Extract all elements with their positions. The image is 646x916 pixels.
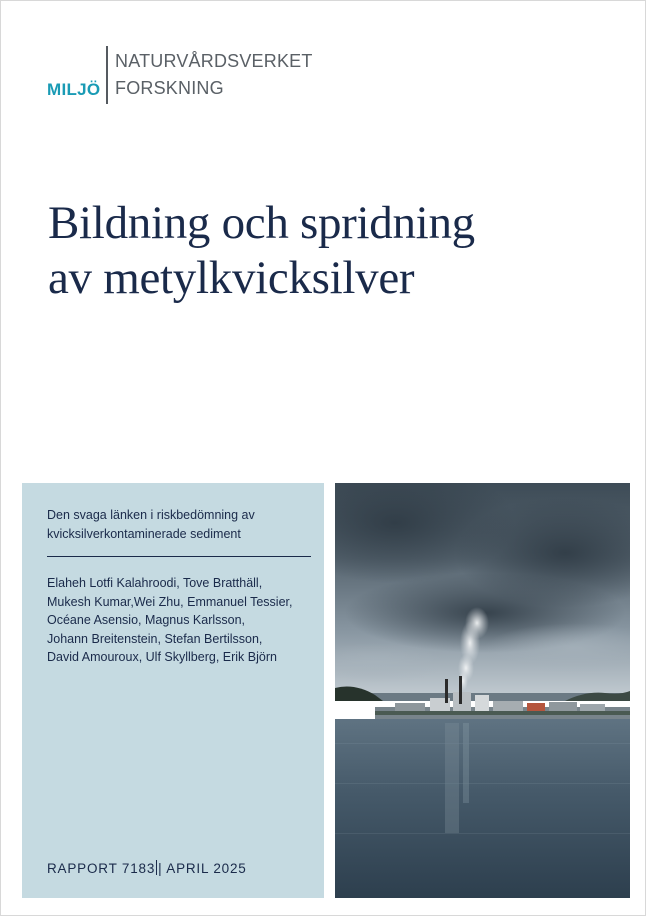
title-line-1: Bildning och spridning (48, 197, 475, 249)
logo-agency: NATURVÅRDSVERKET (115, 51, 313, 71)
info-panel (22, 483, 324, 898)
subtitle: Den svaga länken i riskbedömning av kvicksilverkontaminerade sediment (47, 508, 255, 541)
logo-series: FORSKNING (115, 78, 224, 98)
title-line-2: av metylkvicksilver (48, 252, 415, 304)
report-date: | APRIL 2025 (158, 861, 247, 876)
author-line: Mukesh Kumar,Wei Zhu, Emmanuel Tessier, (47, 594, 293, 609)
author-list (47, 574, 319, 667)
author-line: Johann Breitenstein, Stefan Bertilsson, (47, 631, 263, 646)
panel-divider (47, 556, 311, 557)
logo-divider (106, 46, 108, 104)
author-line: Elaheh Lotfi Kalahroodi, Tove Bratthäll, (47, 576, 263, 590)
report-info (47, 860, 247, 876)
report-separator (156, 860, 157, 875)
logo-brand: MILJÖ (47, 80, 101, 99)
industrial-lakeside-photo-icon (335, 483, 630, 898)
author-line: David Amouroux, Ulf Skyllberg, Erik Björn (47, 650, 277, 664)
document-title (48, 196, 618, 306)
cover-photo (335, 483, 630, 898)
author-line: Océane Asensio, Magnus Karlsson, (47, 613, 246, 627)
report-number: RAPPORT 7183 (47, 861, 156, 876)
